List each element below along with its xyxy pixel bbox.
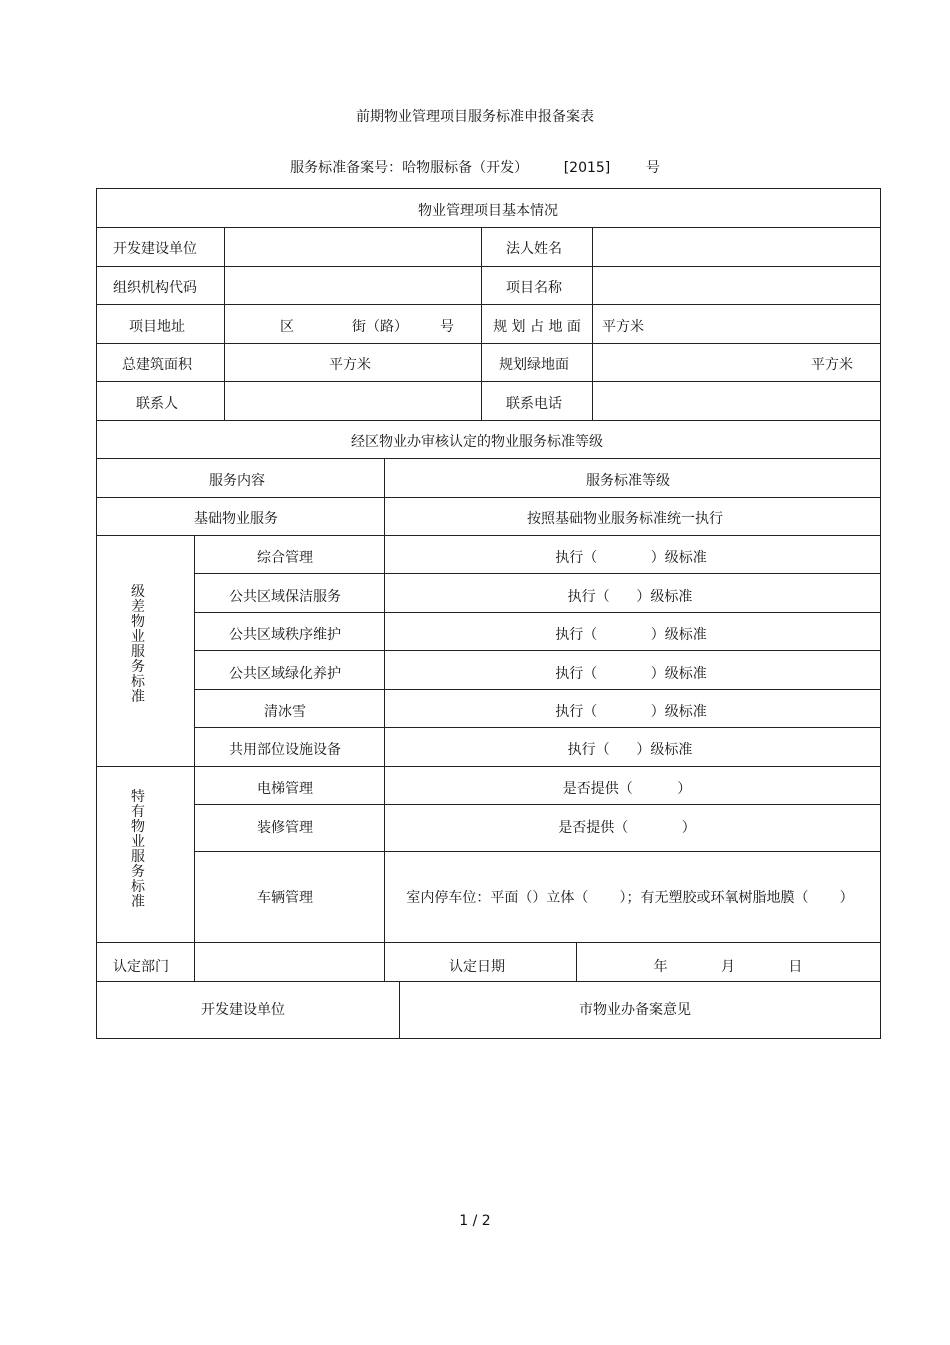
org-code-label: 组织机构代码 xyxy=(113,280,197,296)
project-name-label: 项目名称 xyxy=(506,280,562,296)
grade-item-value: 执行（ ）级标准 xyxy=(555,704,707,720)
approval-date-label: 认定日期 xyxy=(449,959,505,975)
vehicle-label: 车辆管理 xyxy=(257,890,313,906)
record-number-label: 服务标准备案号：哈物服标备（开发） xyxy=(290,160,529,176)
planned-area-label: 规 划 占 地 面 xyxy=(493,319,581,335)
grade-item-value: 执行（ ）级标准 xyxy=(555,550,707,566)
address-number: 号 xyxy=(440,319,454,335)
grade-item-value: 执行（ ）级标准 xyxy=(555,627,707,643)
grade-item-value: 执行（ ）级标准 xyxy=(555,666,707,682)
col-service-content: 服务内容 xyxy=(209,473,265,489)
special-group-label: 特有物业服务标准 xyxy=(131,789,145,910)
legal-person-label: 法人姓名 xyxy=(506,241,562,257)
city-office-opinion: 市物业办备案意见 xyxy=(579,1002,691,1018)
grade-item-label: 清冰雪 xyxy=(264,704,306,720)
grade-item-label: 公共区域绿化养护 xyxy=(229,666,341,682)
grade-item-label: 公共区域保洁服务 xyxy=(229,589,341,605)
grade-item-value: 执行（ ）级标准 xyxy=(567,742,693,758)
standards-header: 经区物业办审核认定的物业服务标准等级 xyxy=(351,434,603,450)
grade-item-label: 综合管理 xyxy=(257,550,313,566)
decoration-label: 装修管理 xyxy=(257,820,313,836)
approval-date-value: 年 月 日 xyxy=(653,959,803,975)
developer-label: 开发建设单位 xyxy=(113,241,197,257)
form-table xyxy=(96,188,881,1039)
elevator-label: 电梯管理 xyxy=(257,781,313,797)
basic-info-header: 物业管理项目基本情况 xyxy=(418,203,558,219)
total-area-label: 总建筑面积 xyxy=(122,357,192,373)
decoration-value: 是否提供（ ） xyxy=(558,820,696,836)
grade-group-label: 级差物业服务标准 xyxy=(131,584,145,705)
grade-item-label: 公共区域秩序维护 xyxy=(229,627,341,643)
address-label: 项目地址 xyxy=(129,319,185,335)
page-indicator: 1 / 2 xyxy=(459,1213,491,1229)
grade-item-label: 共用部位设施设备 xyxy=(229,742,341,758)
approval-dept-label: 认定部门 xyxy=(113,959,169,975)
contact-label: 联系人 xyxy=(136,396,178,412)
record-number-line xyxy=(0,157,950,177)
record-number-year: [2015] xyxy=(563,160,611,176)
grade-item-value: 执行（ ）级标准 xyxy=(567,589,693,605)
page-title: 前期物业管理项目服务标准申报备案表 xyxy=(356,109,594,125)
developer-signoff: 开发建设单位 xyxy=(201,1002,285,1018)
elevator-value: 是否提供（ ） xyxy=(562,781,692,797)
vehicle-value: 室内停车位：平面（）立体（ ）；有无塑胶或环氧树脂地膜（ ） xyxy=(406,890,854,906)
basic-service-label: 基础物业服务 xyxy=(194,511,278,527)
planned-area-unit: 平方米 xyxy=(602,319,644,335)
phone-label: 联系电话 xyxy=(506,396,562,412)
basic-service-value: 按照基础物业服务标准统一执行 xyxy=(527,511,723,527)
record-number-suffix: 号 xyxy=(645,160,660,176)
col-service-level: 服务标准等级 xyxy=(586,473,670,489)
green-area-label: 规划绿地面 xyxy=(499,357,569,373)
green-area-unit: 平方米 xyxy=(811,357,853,373)
address-district: 区 xyxy=(280,319,294,335)
address-street: 街（路） xyxy=(352,319,408,335)
total-area-unit: 平方米 xyxy=(329,357,371,373)
